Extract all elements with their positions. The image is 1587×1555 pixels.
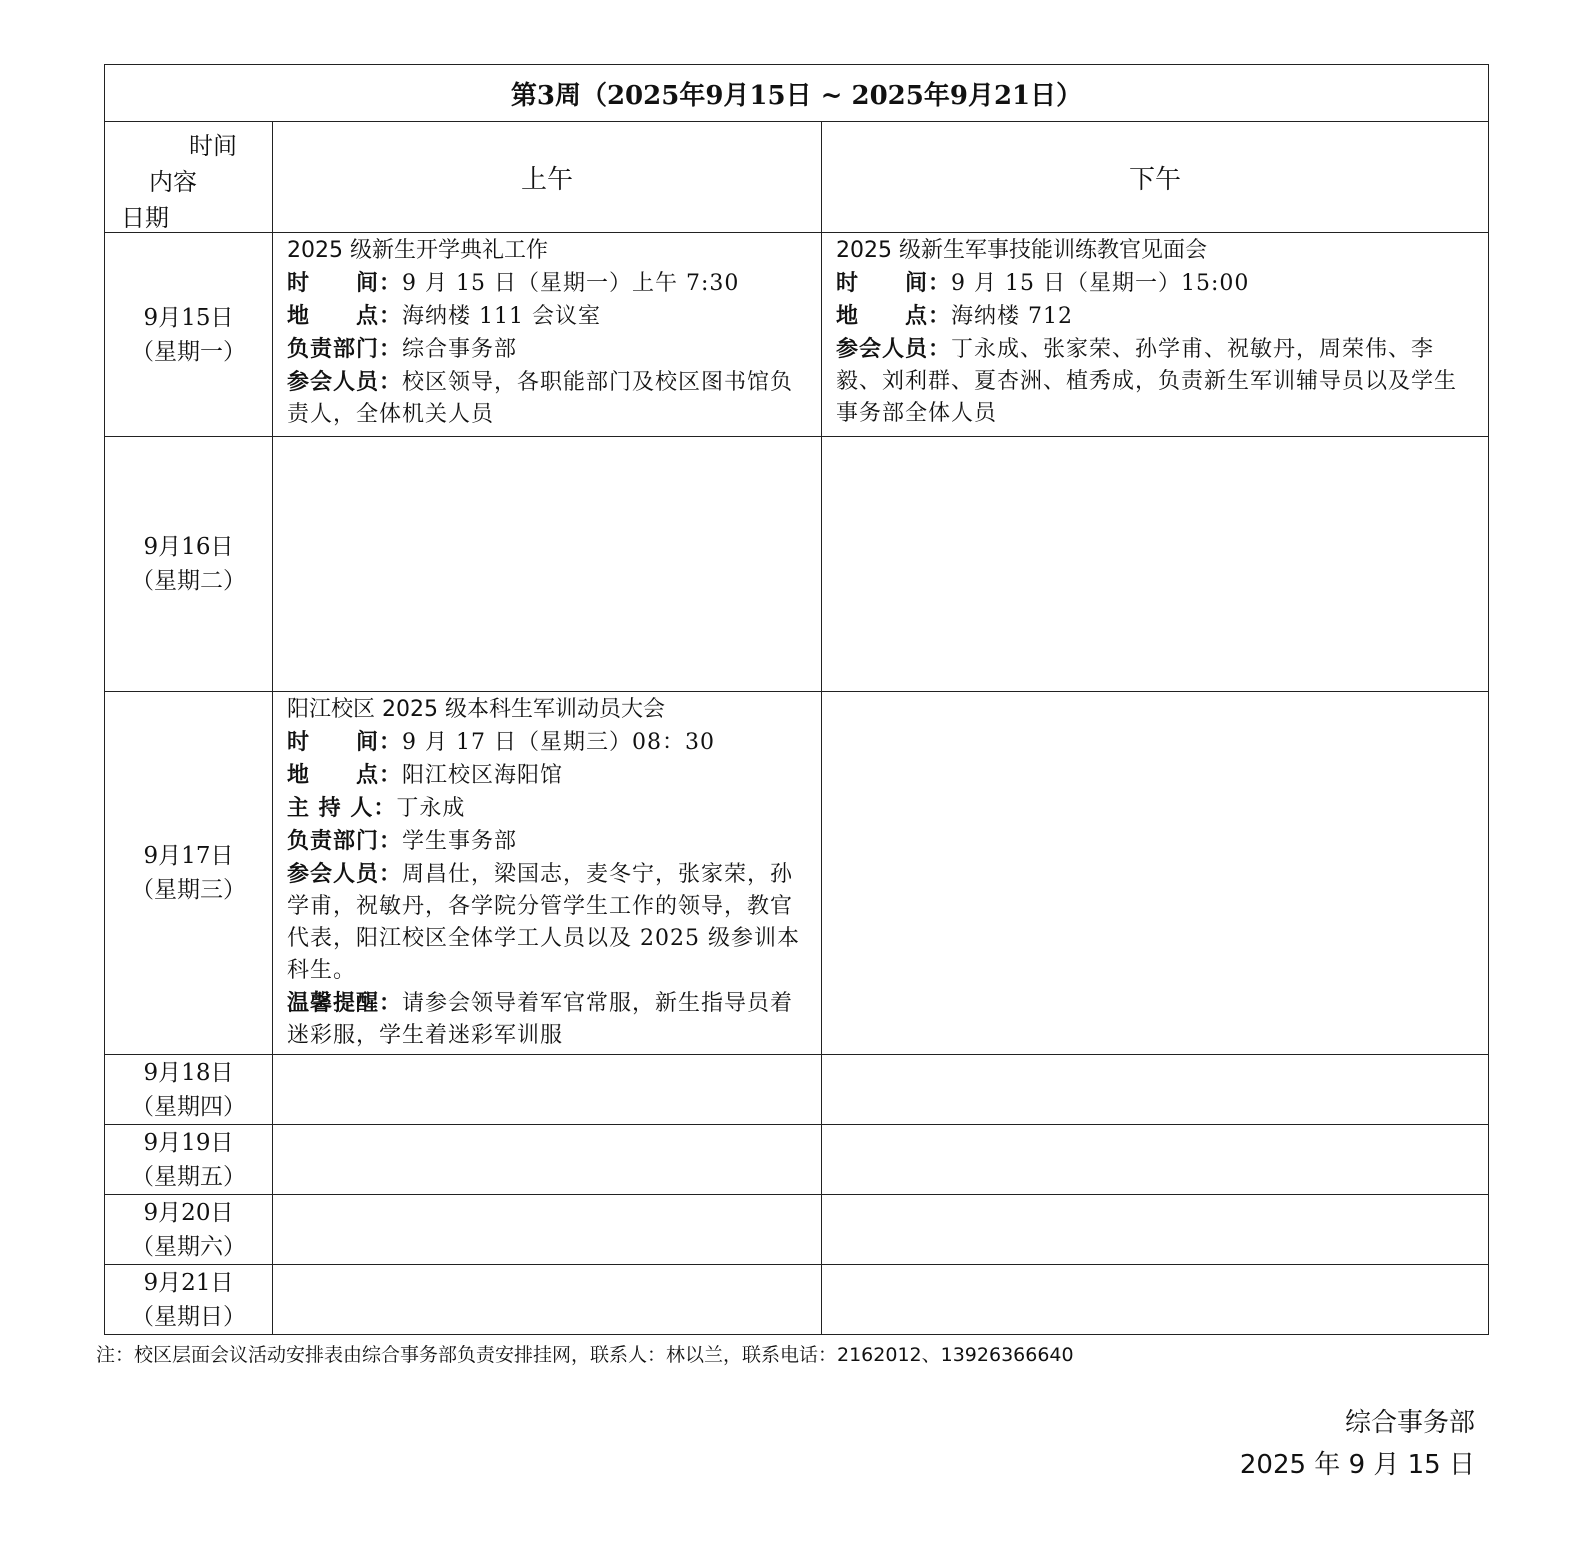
event-attendees: 参会人员：周昌仕，梁国志，麦冬宁，张家荣，孙学甫，祝敏丹，各学院分管学生工作的领导，教官代表，阳江校区全体学工人员以及 2025 级参训本科生。 xyxy=(287,861,800,983)
date-label: 9月17日 xyxy=(143,843,234,869)
corner-time-label: 时间 xyxy=(189,132,237,160)
event-department: 负责部门：综合事务部 xyxy=(287,336,518,362)
date-cell xyxy=(105,437,273,692)
weekday-label: （星期四） xyxy=(131,1093,246,1120)
afternoon-empty-cell xyxy=(822,1195,1489,1265)
table-row xyxy=(105,1125,1489,1195)
afternoon-empty-cell xyxy=(822,1055,1489,1125)
weekday-label: （星期三） xyxy=(131,877,246,903)
event-reminder: 温馨提醒：请参会领导着军官常服，新生指导员着迷彩服，学生着迷彩军训服 xyxy=(287,990,794,1048)
date-cell xyxy=(105,1265,273,1335)
table-row xyxy=(105,233,1489,437)
morning-event xyxy=(273,692,822,1055)
signature-date: 2025 年 9 月 15 日 xyxy=(1239,1450,1475,1480)
date-cell xyxy=(105,1195,273,1265)
afternoon-empty-cell xyxy=(822,1125,1489,1195)
date-label: 9月15日 xyxy=(143,304,234,331)
date-cell xyxy=(105,1125,273,1195)
event-location: 地 点：海纳楼 712 xyxy=(836,303,1074,329)
weekly-schedule-table xyxy=(104,64,1489,1335)
weekday-label: （星期五） xyxy=(131,1163,246,1190)
morning-empty-cell xyxy=(273,1125,822,1195)
afternoon-event xyxy=(822,233,1489,437)
date-cell xyxy=(105,233,273,437)
afternoon-empty-cell xyxy=(822,1265,1489,1335)
event-time: 时 间：9 月 17 日（星期三）08：30 xyxy=(287,729,715,755)
date-label: 9月21日 xyxy=(143,1269,234,1296)
event-title: 阳江校区 2025 级本科生军训动员大会 xyxy=(287,697,665,722)
morning-empty-cell xyxy=(273,1195,822,1265)
weekday-label: （星期六） xyxy=(131,1233,246,1260)
table-row xyxy=(105,437,1489,692)
footnote: 注：校区层面会议活动安排表由综合事务部负责安排挂网，联系人：林以兰，联系电话：2162012、13926366640 xyxy=(96,1344,1074,1366)
corner-date-label: 日期 xyxy=(121,204,169,232)
event-location: 地 点：海纳楼 111 会议室 xyxy=(287,303,601,329)
table-row xyxy=(105,1195,1489,1265)
event-department: 负责部门：学生事务部 xyxy=(287,828,518,854)
date-label: 9月20日 xyxy=(143,1199,234,1226)
date-label: 9月18日 xyxy=(143,1059,234,1086)
afternoon-empty-cell xyxy=(822,692,1489,1055)
table-row xyxy=(105,1265,1489,1335)
morning-event xyxy=(273,233,822,437)
date-cell xyxy=(105,1055,273,1125)
date-label: 9月19日 xyxy=(143,1129,234,1156)
corner-header xyxy=(105,122,273,233)
morning-header: 上午 xyxy=(273,122,822,233)
table-row xyxy=(105,1055,1489,1125)
afternoon-empty-cell xyxy=(822,437,1489,692)
morning-empty-cell xyxy=(273,1265,822,1335)
weekday-label: （星期二） xyxy=(131,568,246,594)
afternoon-header: 下午 xyxy=(822,122,1489,233)
event-host: 主 持 人：丁永成 xyxy=(287,795,466,821)
event-attendees: 参会人员：丁永成、张家荣、孙学甫、祝敏丹，周荣伟、李毅、刘利群、夏杏洲、植秀成，负责新生军训辅导员以及学生事务部全体人员 xyxy=(836,336,1458,426)
schedule-title: 第3周（2025年9月15日 ~ 2025年9月21日） xyxy=(105,65,1489,122)
corner-content-label: 内容 xyxy=(149,168,197,196)
event-title: 2025 级新生军事技能训练教官见面会 xyxy=(836,238,1207,263)
weekday-label: （星期一） xyxy=(131,338,246,365)
event-time: 时 间：9 月 15 日（星期一）上午 7:30 xyxy=(287,270,740,296)
event-location: 地 点：阳江校区海阳馆 xyxy=(287,762,564,788)
morning-empty-cell xyxy=(273,1055,822,1125)
event-title: 2025 级新生开学典礼工作 xyxy=(287,238,548,263)
weekday-label: （星期日） xyxy=(131,1303,246,1330)
date-cell xyxy=(105,692,273,1055)
signature-department: 综合事务部 xyxy=(1344,1408,1475,1438)
event-time: 时 间：9 月 15 日（星期一）15:00 xyxy=(836,270,1250,296)
morning-empty-cell xyxy=(273,437,822,692)
event-attendees: 参会人员：校区领导，各职能部门及校区图书馆负责人，全体机关人员 xyxy=(287,369,794,427)
date-label: 9月16日 xyxy=(143,534,234,560)
table-row xyxy=(105,692,1489,1055)
